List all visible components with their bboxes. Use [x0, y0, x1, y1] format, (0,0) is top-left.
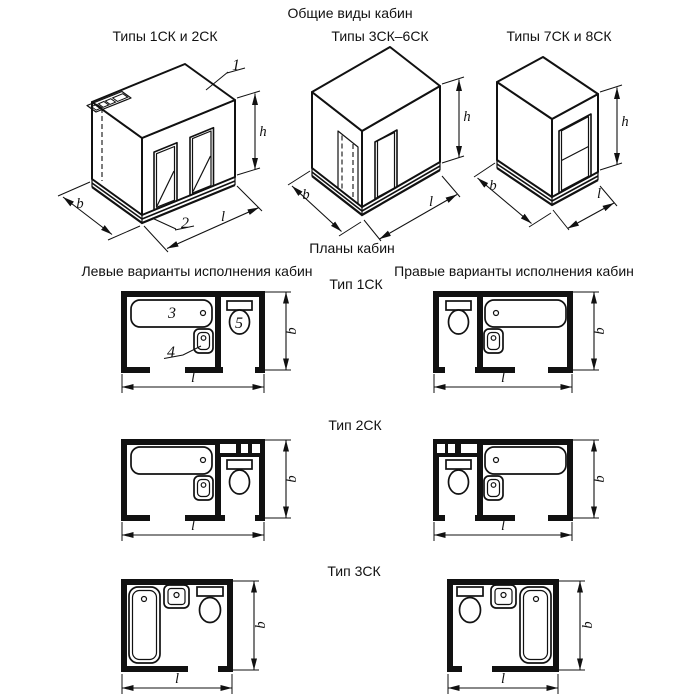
dimension-h: [237, 91, 267, 175]
dimension-h: [442, 77, 471, 163]
partition-wall: [477, 457, 483, 515]
washbasin: [164, 585, 189, 608]
dim-label-l: l: [596, 186, 602, 202]
plan-1ck-left: [121, 291, 300, 393]
caption-types-3-6: Типы 3СК–6СК: [331, 28, 429, 44]
dim-label-l: l: [220, 209, 226, 225]
dim-label-l: l: [190, 518, 196, 534]
cabin-view-types-3-6: [288, 47, 471, 241]
cabin-view-types-7-8: [474, 57, 629, 230]
page-title: Общие виды кабин: [287, 5, 413, 21]
toilet: [457, 587, 483, 623]
callout-roof-panel: [206, 57, 245, 90]
dim-label-b: b: [302, 187, 310, 203]
bathtub: [131, 447, 212, 474]
dimension-b: [559, 581, 596, 670]
vent-block: [433, 439, 483, 457]
vent-block: [215, 439, 265, 457]
dim-label-l: l: [500, 671, 506, 687]
washbasin: [484, 329, 503, 353]
washbasin: [194, 329, 213, 353]
dimension-l: [122, 671, 232, 694]
plans-title: Планы кабин: [309, 240, 395, 256]
callout-1: 1: [232, 57, 240, 74]
dim-label-b: b: [284, 475, 300, 483]
partition-wall: [477, 297, 483, 367]
washbasin: [484, 476, 503, 500]
callout-3: 3: [168, 305, 176, 322]
dimension-l: [434, 518, 572, 541]
dim-label-l: l: [428, 194, 434, 210]
dimension-b: [573, 292, 608, 370]
left-variants-label: Левые варианты исполнения кабин: [81, 263, 313, 279]
dim-label-b: b: [489, 178, 497, 194]
dim-label-b: b: [253, 621, 269, 629]
dim-label-b: b: [284, 327, 300, 335]
toilet: [446, 460, 471, 494]
toilet: [446, 301, 471, 334]
plan-2ck-left: [121, 439, 300, 541]
dim-label-b: b: [592, 327, 608, 335]
washbasin: [194, 476, 213, 500]
dimension-b: [265, 440, 300, 518]
plan-3ck-left: [121, 579, 269, 694]
type-1ck-label: Тип 1СК: [329, 276, 383, 292]
type-3ck-label: Тип 3СК: [327, 563, 381, 579]
bathtub: [485, 447, 566, 474]
dimension-l: [434, 370, 572, 393]
washbasin: [491, 585, 516, 608]
dimension-l: [122, 518, 264, 541]
cabin-view-types-1-2: [58, 57, 267, 252]
bathtub: [129, 587, 160, 663]
dimension-l: [553, 186, 617, 230]
callout-base: [152, 215, 194, 232]
plan-2ck-right: [433, 439, 608, 541]
dimension-l: [448, 671, 558, 694]
callout-2: 2: [181, 215, 189, 232]
bathtub: [520, 587, 551, 663]
toilet: [197, 587, 223, 623]
dimension-b: [233, 581, 269, 670]
dim-label-l: l: [174, 671, 180, 687]
dimension-l: [122, 370, 264, 393]
caption-types-7-8: Типы 7СК и 8СК: [506, 28, 612, 44]
toilet: [227, 460, 252, 494]
right-variants-label: Правые варианты исполнения кабин: [394, 263, 634, 279]
dim-label-h: h: [463, 109, 471, 125]
callout-4: 4: [167, 344, 175, 361]
dimension-b: [265, 292, 300, 370]
dim-label-b: b: [76, 196, 84, 212]
dim-label-b: b: [580, 621, 596, 629]
dim-label-l: l: [500, 370, 506, 386]
plan-1ck-right: [433, 291, 608, 393]
partition-wall: [215, 457, 221, 515]
dim-label-h: h: [259, 124, 267, 140]
callout-5: 5: [235, 315, 243, 332]
dim-label-b: b: [592, 475, 608, 483]
dimension-h: [600, 85, 629, 170]
bathtub: [485, 300, 566, 327]
caption-types-1-2: Типы 1СК и 2СК: [112, 28, 218, 44]
plan-3ck-right: [447, 579, 596, 694]
partition-wall: [215, 297, 221, 367]
dim-label-h: h: [621, 114, 629, 130]
dimension-b: [573, 440, 608, 518]
dim-label-l: l: [500, 518, 506, 534]
type-2ck-label: Тип 2СК: [328, 417, 382, 433]
dim-label-l: l: [190, 370, 196, 386]
